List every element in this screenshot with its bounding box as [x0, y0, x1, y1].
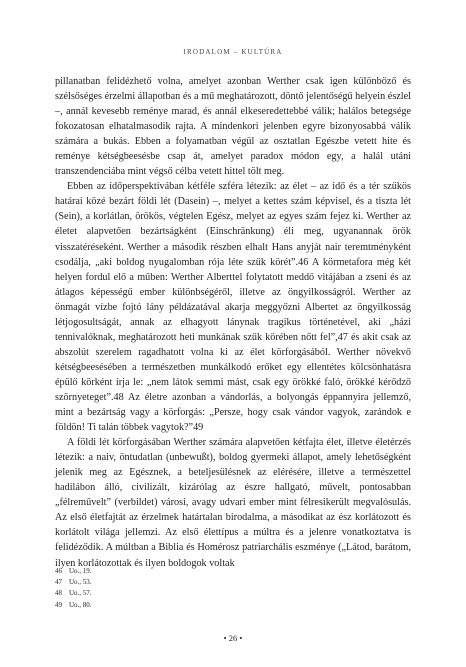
footnote-text: Uo., 57.: [69, 589, 92, 598]
footnote-number: 46: [55, 567, 62, 575]
paragraph: pillanatban felidézhető volna, amelyet azonban Werther csak igen különböző és szélsőséges érzelmi állapotban és a mű meghatározott, döntő jelentőségű helyein észlel –, annál kevesebb reménye marad, és annál elkeseredettebbé válik; halálos betegsége fokozatosan elhatalmasodik rajta. A mindenkori jelenben egyre bizonyosabbá válik számára a bukás. Ebben a folyamatban végül az osztatlan Egészbe vetett hite és reménye kétségbeesésbe csap át, amelyet paradox módon egy, a halál utáni transzendenciába mint végső célba vetett hittel tölt meg.: [55, 76, 411, 178]
footnote: [55, 600, 411, 611]
footnote-text: Uo., 53.: [69, 578, 92, 587]
paragraph: Ebben az időperspektívában kétféle szféra létezik: az élet – az idő és a tér szűkös határai közé bezárt földi lét (Dasein) –, melyet a kettes szám képvisel, és a tiszta lét (Sein), a korlátlan, örökös, végtelen Egész, melyet az egyes szám fejez ki. Werther az életet alapvetően bezártságként (Einschränkung) éli meg, ugyanannak örök visszatéréseként. Werther a második részben elhalt Hans anyját nair teremtményként csodálja, „aki boldog nyugalomban rója léte szűk körét”.46 A körmetafora még két helyen fordul elő a műben: Werther Alberttel folytatott meddő vitájában a zseni és az átlagos képességű ember különbségéről, illetve az öngyilkosságról. Werther az önmagát vízbe fojtó lány példázatával akarja meggyőzni Albertet az öngyilkosság létjogosultságát, annak az elhagyott lánynak tragikus történetével, aki „házi tennivalóknak, meghatározott heti munkának szűk körében nőtt fel”,47 és akit csak az abszolút szerelem ragadhatott volna ki az élet körforgásából. Werther növekvő kétségbeesésében a természetben munkálkodó erőket egy ellentétes kölcsönhatásra épülő körként írja le: „nem látok semmi mást, csak egy örökké faló, örökké kérődző szörnyeteget”.48 Az életre azonban a vándorlás, a bolyongás éppannyira jellemző, mint a bezártság vagy a körforgás: „Persze, hogy csak vándor vagyok, zarándok e földön! Ti talán többek vagytok?”49: [55, 181, 411, 434]
footnote-number: 47: [55, 578, 62, 587]
running-head: IRODALOM – KULTÚRA: [183, 48, 283, 56]
page-number: • 26 •: [223, 633, 243, 643]
footnote-text: Uo., 19.: [69, 567, 92, 575]
footnote-text: Uo., 80.: [69, 600, 92, 609]
footnote: [55, 577, 411, 588]
footnotes: [55, 566, 411, 611]
body-text: [55, 74, 411, 571]
paragraph: A földi lét körforgásában Werther számára alapvetően kétfajta élet, illetve életérzés létezik: a naiv, öntudatlan (unbewußt), boldog gyermeki állapot, amely lehetőségként jelenik meg az Egésznek, a beteljesülésnek az elérésére, illetve a természettel hadilábon álló, civilizált, kizárólag az észre hallgató, művelt, pontosabban „félreművelt” (verbildet) városi, avagy udvari ember mint félresikerült megvalósulás. Az első életfajtát az érzelmek határtalan birodalma, a másodikat az ész korlátozott és korlátolt világa jellemzi. Az első élettípus a múltra és a jelenre vonatkoztatva is felidéződik. A múltban a Biblia és Homérosz patriarchális eszménye („Látod, barátom, ilyen korlátozottak és ilyen boldogok voltak: [55, 437, 411, 569]
footnote-number: 49: [55, 600, 62, 609]
footnote: [55, 588, 411, 599]
footnote-number: 48: [55, 589, 62, 598]
footnote: [55, 566, 411, 577]
